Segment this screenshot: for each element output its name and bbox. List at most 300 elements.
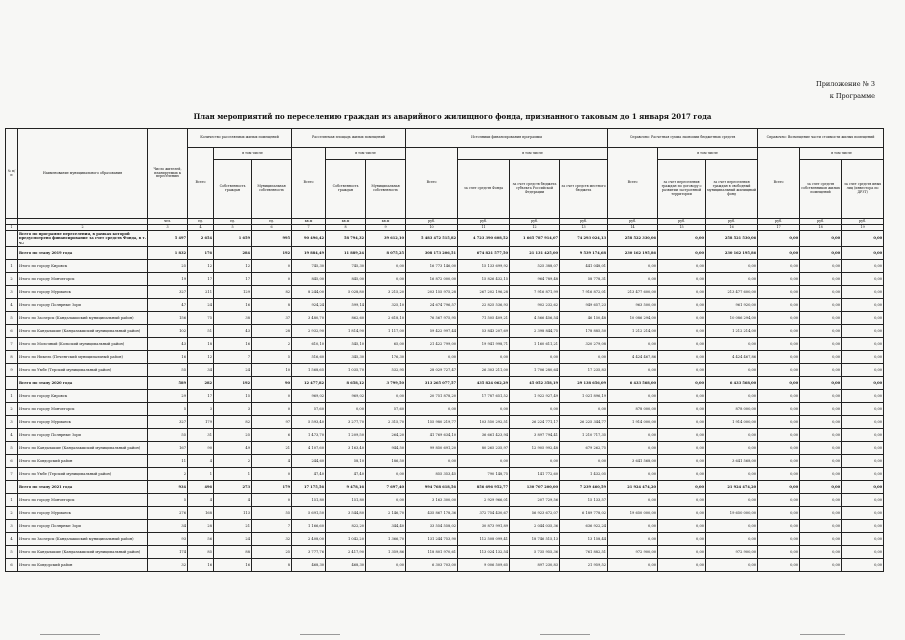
value-cell: 0,00 [658,247,706,260]
value-cell: 207 729,56 [510,494,560,507]
value-cell: 0,00 [658,273,706,286]
value-cell: 1 042,20 [326,533,366,546]
value-cell: 90 496,42 [292,231,326,247]
value-cell: 0,00 [842,520,884,533]
value-cell: 57,60 [292,403,326,416]
value-cell: 0,00 [758,481,800,494]
value-cell: 934 [148,481,188,494]
value-cell: 7 916 871,99 [510,286,560,299]
value-cell: 13 158,44 [560,533,608,546]
value-cell: 34 [148,520,188,533]
value-cell: 0,00 [800,231,842,247]
value-cell: 39 612,10 [366,231,406,247]
unit-cell: руб. [406,219,458,225]
municipality-name: Итого по городу Мурманск [18,286,148,299]
value-cell: 168 [188,507,214,520]
value-cell: 9 006 509,65 [458,559,510,572]
value-cell: 0,00 [800,481,842,494]
value-cell: 28 [252,325,292,338]
value-cell: 0,00 [406,403,458,416]
row-number: 3 [6,416,18,429]
unit-cell: руб. [842,219,884,225]
value-cell: 7 [252,520,292,533]
value-cell: 55 [252,507,292,520]
header-rooms-incl: в том числе [214,148,292,160]
value-cell: 1 117,00 [366,325,406,338]
value-cell: 0,00 [706,520,758,533]
value-cell: 0,00 [842,377,884,390]
value-cell: 12 477,82 [292,377,326,390]
value-cell: 4 566 456,54 [510,312,560,325]
value-cell: 1 212 214,00 [608,325,658,338]
value-cell: 192 [214,377,252,390]
value-cell: 43 [148,338,188,351]
value-cell: 0,00 [758,559,800,572]
value-cell: 3 [188,403,214,416]
value-cell: 1 210 717,35 [560,429,608,442]
value-cell: 855 353,45 [406,468,458,481]
value-cell: 0,00 [560,403,608,416]
value-cell: 156 [148,312,188,325]
header-comp-owners: за счет средств собственников жилых помещений [800,160,842,219]
value-cell: 130 707 200,00 [510,481,560,494]
value-cell: 532,95 [366,364,406,377]
value-cell: 636 922,24 [560,520,608,533]
value-cell: 0,00 [800,507,842,520]
column-number-cell: 9 [366,225,406,231]
value-cell: 944,50 [366,442,406,455]
value-cell: 0,00 [608,273,658,286]
value-cell: 7 697,40 [366,481,406,494]
value-cell: 0,00 [706,273,758,286]
table-body [6,231,884,572]
value-cell: 1 021 896,19 [560,390,608,403]
row-number: 1 [6,390,18,403]
value-cell: 0,00 [800,442,842,455]
value-cell: 995 [252,231,292,247]
value-cell: 0,00 [366,468,406,481]
value-cell: 963 500,00 [608,299,658,312]
unit-cell: кв.м [292,219,326,225]
value-cell: 17 [188,390,214,403]
value-cell: 12 [188,260,214,273]
value-cell: 0,00 [842,403,884,416]
value-cell: 151,80 [326,494,366,507]
column-number-cell: 3 [148,225,188,231]
value-cell: 545,10 [326,338,366,351]
value-cell: 0,00 [510,455,560,468]
unit-cell: ед. [252,219,292,225]
value-cell: 0,00 [706,364,758,377]
table-row [6,559,884,572]
value-cell: 0,00 [800,429,842,442]
value-cell: 4 424 467,86 [706,351,758,364]
unit-cell: руб. [560,219,608,225]
value-cell: 7 239 460,59 [560,481,608,494]
value-cell: 0,00 [758,507,800,520]
value-cell: 21 131 425,00 [510,247,560,260]
municipality-name: Всего по этапу 2021 года [18,481,148,494]
value-cell: 0,00 [366,494,406,507]
value-cell: 0,00 [842,494,884,507]
value-cell: 16 [148,351,188,364]
row-number [6,377,18,390]
table-row [6,416,884,429]
value-cell: 1 166,60 [292,520,326,533]
value-cell: 178 885,50 [560,325,608,338]
value-cell: 1 914 000,00 [706,416,758,429]
value-cell: 961 920,00 [706,299,758,312]
value-cell: 47 [148,299,188,312]
table-row [6,533,884,546]
value-cell: 599,14 [326,299,366,312]
value-cell: 0,00 [658,390,706,403]
value-cell: 0,00 [842,312,884,325]
column-number-cell: 13 [560,225,608,231]
value-cell: 320 279,08 [560,338,608,351]
value-cell: 0,00 [758,468,800,481]
value-cell: 167 [148,442,188,455]
row-number: 8 [6,351,18,364]
value-cell: 129 [214,286,252,299]
value-cell: 969,02 [292,390,326,403]
value-cell: 5 735 955,36 [510,546,560,559]
value-cell: 58,10 [326,455,366,468]
value-cell: 0,00 [366,390,406,403]
value-cell: 674 821 577,50 [458,247,510,260]
value-cell: 0,00 [842,468,884,481]
value-cell: 2 618,10 [366,312,406,325]
header-econ-drzt: за счет переселения граждан по договору о развитии застроенной территории [658,160,706,219]
value-cell: 16 [214,338,252,351]
value-cell: 4 723 390 608,52 [458,231,510,247]
header-local-budget: за счет средств местного бюджета [560,160,608,219]
value-cell: 0,00 [706,468,758,481]
municipality-name: Итого по Ковдорский район [18,455,148,468]
value-cell: 2 929 966,01 [458,494,510,507]
document-title: План мероприятий по переселению граждан из аварийного жилищного фонда, признанного таковым до 1 января 2017 года [193,112,712,121]
column-number-cell: 7 [292,225,326,231]
value-cell: 21 959,52 [560,559,608,572]
value-cell: 327 [148,416,188,429]
value-cell: 0,00 [842,559,884,572]
value-cell: 0,00 [706,559,758,572]
value-cell: 0,00 [366,260,406,273]
value-cell: 0,00 [758,351,800,364]
value-cell: 2 146,70 [366,507,406,520]
value-cell: 16 773 146,00 [406,260,458,273]
value-cell: 25 [214,429,252,442]
unit-cell: чел. [148,219,188,225]
value-cell: 0,00 [658,442,706,455]
value-cell: 31 [188,429,214,442]
value-cell: 6 303 703,00 [406,559,458,572]
column-number-cell: 17 [758,225,800,231]
value-cell: 230 162 195,86 [608,247,658,260]
value-cell: 3 480,70 [292,312,326,325]
value-cell: 2 044 035,36 [510,520,560,533]
value-cell: 0,00 [758,416,800,429]
value-cell: 11 [148,455,188,468]
value-cell: 897 230,83 [510,559,560,572]
value-cell: 0,00 [608,520,658,533]
value-cell: 75 [188,312,214,325]
value-cell: 65,00 [366,338,406,351]
value-cell: 435 824 062,29 [458,377,510,390]
value-cell: 47,40 [292,468,326,481]
unit-cell: ед. [188,219,214,225]
header-area-incl: в том числе [326,148,406,160]
value-cell: 0,00 [842,546,884,559]
value-cell: 0,00 [842,260,884,273]
value-cell: 0,00 [658,468,706,481]
value-cell: 1 659 [214,231,252,247]
value-cell: 327 [148,286,188,299]
value-cell: 55 [148,429,188,442]
value-cell: 192 [252,247,292,260]
value-cell: 24 674 796,57 [406,299,458,312]
value-cell: 496 [188,481,214,494]
value-cell: 3 641 568,00 [608,455,658,468]
value-cell: 0,00 [842,325,884,338]
municipality-name: Итого по Молочный (Кольский муниципальный район) [18,338,148,351]
row-number: 6 [6,559,18,572]
value-cell: 0,00 [758,273,800,286]
value-cell: 211 [188,286,214,299]
value-cell: 516,60 [292,351,326,364]
unit-cell: руб. [758,219,800,225]
municipality-name: Итого по городу Полярные Зори [18,520,148,533]
value-cell: 0,00 [658,403,706,416]
value-cell: 16 [214,299,252,312]
total-row [6,247,884,260]
value-cell: 267 202 196,28 [458,286,510,299]
value-cell: 0,00 [842,442,884,455]
column-number-cell: 16 [706,225,758,231]
column-number-cell: 5 [214,225,252,231]
value-cell: 12 [214,260,252,273]
municipality-name: Итого по Заозерск (Кандалакшский муниципальный район) [18,312,148,325]
value-cell: 0,00 [842,338,884,351]
value-cell: 103 550 292,51 [458,416,510,429]
value-cell: 3 [214,403,252,416]
value-cell: 0,00 [608,390,658,403]
value-cell: 258 521 530,06 [706,231,758,247]
value-cell: 4 [214,494,252,507]
municipality-name: Всего по этапу 2019 года [18,247,148,260]
value-cell: 1 035,70 [326,364,366,377]
municipality-name: Итого по городу Мурманск [18,507,148,520]
value-cell: 7 916 872,01 [560,286,608,299]
value-cell: 16 [188,559,214,572]
column-number-cell: 18 [800,225,842,231]
value-cell: 949 657,23 [560,299,608,312]
value-cell: 0,00 [608,442,658,455]
unit-cell: кв.м [326,219,366,225]
value-cell: 3 799,50 [366,377,406,390]
value-cell: 213 477 600,00 [706,286,758,299]
value-cell: 4 424 467,86 [608,351,658,364]
value-cell: 9 478,16 [326,481,366,494]
header-sources: Источники финансирования программы [406,129,608,148]
unit-cell: руб. [458,219,510,225]
value-cell: 30 873 991,89 [458,520,510,533]
value-cell: 0,00 [800,390,842,403]
header-comp-investor: за счет средств иных лиц (инвестора по ДРЗТ) [842,160,884,219]
value-cell: 308 173 206,51 [406,247,458,260]
value-cell: 2 315,70 [366,416,406,429]
value-cell: 0,00 [658,299,706,312]
table-row [6,520,884,533]
value-cell: 2 654 [188,231,214,247]
value-cell: 0,00 [706,390,758,403]
value-cell: 0,00 [800,416,842,429]
header-num: № п/п [6,129,18,219]
value-cell: 0,00 [758,312,800,325]
value-cell: 0,00 [800,520,842,533]
value-cell: 19 [148,273,188,286]
value-cell: 5 [148,403,188,416]
value-cell: 0,00 [406,455,458,468]
value-cell: 26 224 771,17 [510,416,560,429]
value-cell: 0,00 [842,231,884,247]
value-cell: 151,80 [292,494,326,507]
value-cell: 0,00 [800,247,842,260]
table-row [6,260,884,273]
value-cell: 1 432,05 [560,468,608,481]
value-cell: 964 789,48 [510,273,560,286]
value-cell: 0,00 [842,247,884,260]
unit-cell: руб. [608,219,658,225]
value-cell: 0,00 [758,442,800,455]
value-cell: 3 544,80 [326,507,366,520]
value-cell: 26 225 344,77 [560,416,608,429]
value-cell: 33 554 558,02 [406,520,458,533]
municipality-name: Итого по Умбе (Терский муниципальный район) [18,364,148,377]
column-number-cell: 15 [658,225,706,231]
value-cell: 0,00 [800,286,842,299]
header-name: Наименование муниципального образования [18,129,148,219]
header-area-citizens: Собственность граждан [326,160,366,219]
value-cell: 0,00 [510,351,560,364]
value-cell: 102 [148,325,188,338]
value-cell: 0,00 [758,299,800,312]
value-cell: 0,00 [842,533,884,546]
value-cell: 0,00 [758,390,800,403]
value-cell: 11 889,24 [326,247,366,260]
row-number: 7 [6,338,18,351]
value-cell: 0,00 [758,546,800,559]
value-cell: 0,00 [458,351,510,364]
value-cell: 32 [252,533,292,546]
value-cell: 0,00 [510,403,560,416]
resettlement-plan-table [5,128,884,572]
value-cell: 0,00 [658,364,706,377]
value-cell: 6 433 568,00 [706,377,758,390]
value-cell: 1 832 [148,247,188,260]
value-cell: 19 650 000,00 [608,507,658,520]
row-number: 9 [6,364,18,377]
value-cell: 0,00 [842,299,884,312]
unit-cell: кв.м [366,219,406,225]
municipality-name: Итого по городу Кировск [18,260,148,273]
value-cell: 0,00 [842,390,884,403]
value-cell: 0,00 [658,559,706,572]
value-cell: 1 366,70 [366,533,406,546]
value-cell: 18 746 515,13 [510,533,560,546]
header-residents: Число жителей, планируемых к переселению [148,129,188,219]
table-row [6,442,884,455]
value-cell: 0,00 [800,338,842,351]
value-cell: 0,00 [800,494,842,507]
header-rooms-total: Всего [188,148,214,219]
municipality-name: Итого по городу Кировск [18,390,148,403]
value-cell: 610,10 [292,338,326,351]
value-cell: 22 825 536,93 [458,299,510,312]
value-cell: 1 665 787 914,07 [510,231,560,247]
value-cell: 36 661 423,94 [458,429,510,442]
value-cell: 213 477 600,00 [608,286,658,299]
value-cell: 17 175,56 [292,481,326,494]
value-cell: 37 [252,312,292,325]
value-cell: 15 133 699,92 [458,260,510,273]
row-number: 2 [6,403,18,416]
value-cell: 4 107,60 [292,442,326,455]
value-cell: 0,00 [706,533,758,546]
column-number-cell: 11 [458,225,510,231]
value-cell: 0,00 [758,455,800,468]
value-cell: 55 [148,364,188,377]
value-cell: 186,50 [366,455,406,468]
value-cell: 244,60 [292,455,326,468]
value-cell: 0,00 [706,429,758,442]
value-cell: 344,40 [366,520,406,533]
row-number: 4 [6,533,18,546]
header-econ-incl: в том числе [658,148,758,160]
value-cell: 372 754 430,67 [458,507,510,520]
total-row [6,481,884,494]
value-cell: 0,00 [800,325,842,338]
row-number [6,231,18,247]
municipality-name: Итого по городу Полярные Зори [18,429,148,442]
value-cell: 0,00 [758,494,800,507]
value-cell: 2 417,90 [326,546,366,559]
municipality-name: Итого по Кандалакше (Кандалакшский муниципальный район) [18,442,148,455]
total-row [6,377,884,390]
value-cell: 3 163,40 [326,442,366,455]
value-cell: 0,00 [608,559,658,572]
value-cell: 43 [214,325,252,338]
municipality-name: Итого по городу Мурманск [18,416,148,429]
value-cell: 0,00 [608,338,658,351]
value-cell: 0,00 [800,377,842,390]
value-cell: 4 [252,455,292,468]
value-cell: 0,00 [326,403,366,416]
value-cell: 5 [148,494,188,507]
value-cell: 12 905 992,48 [510,442,560,455]
value-cell: 0,00 [608,364,658,377]
value-cell: 0,00 [842,364,884,377]
value-cell: 16 872 000,00 [406,273,458,286]
value-cell: 8 075,25 [366,247,406,260]
column-number-cell: 8 [326,225,366,231]
value-cell: 1 160 611,21 [510,338,560,351]
table-row [6,507,884,520]
value-cell: 0,00 [758,260,800,273]
value-cell: 0,00 [842,286,884,299]
value-cell: 994 768 618,56 [406,481,458,494]
value-cell: 6 189 778,02 [560,507,608,520]
